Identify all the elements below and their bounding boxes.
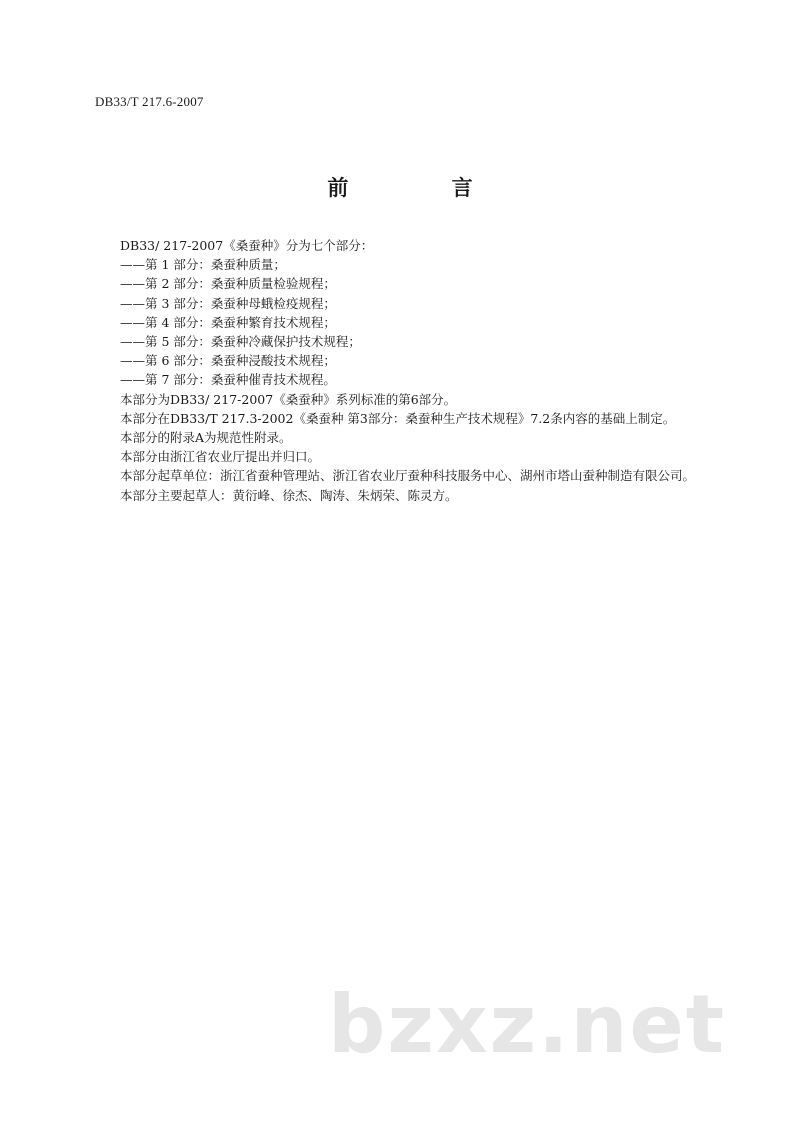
list-item: ——第 5 部分：桑蚕种冷藏保护技术规程； xyxy=(120,334,361,350)
page-title: 前 言 xyxy=(327,176,521,200)
list-item: ——第 4 部分：桑蚕种繁育技术规程； xyxy=(120,314,336,330)
list-item: ——第 6 部分：桑蚕种浸酸技术规程； xyxy=(120,353,336,369)
paragraph-line: 本部分由浙江省农业厅提出并归口。 xyxy=(120,449,321,465)
watermark-text: bzxz.net xyxy=(328,978,726,1071)
drafting-units-paragraph: 本部分起草单位：浙江省蚕种管理站、浙江省农业厅蚕种科技服务中心、湖州市塔山蚕种制造有限公司。 xyxy=(120,468,696,484)
list-item: ——第 7 部分：桑蚕种催青技术规程。 xyxy=(120,372,336,388)
list-item: ——第 1 部分：桑蚕种质量； xyxy=(120,257,286,273)
paragraph-line: 本部分在DB33/T 217.3-2002《桑蚕种 第3部分：桑蚕种生产技术规程》7.2条内容的基础上制定。 xyxy=(120,410,676,426)
drafters-paragraph: 本部分主要起草人：黄衍峰、徐杰、陶涛、朱炳荣、陈灵方。 xyxy=(120,487,458,503)
paragraph-line: 本部分的附录A为规范性附录。 xyxy=(120,430,292,446)
list-item: ——第 2 部分：桑蚕种质量检验规程； xyxy=(120,276,336,292)
document-code: DB33/T 217.6-2007 xyxy=(95,94,204,109)
paragraph-line: 本部分为DB33/ 217-2007《桑蚕种》系列标准的第6部分。 xyxy=(120,391,457,407)
list-item: ——第 3 部分：桑蚕种母蛾检疫规程； xyxy=(120,295,336,311)
paragraph-line: DB33/ 217-2007《桑蚕种》分为七个部分： xyxy=(120,238,374,253)
foreword-body xyxy=(96,236,716,505)
